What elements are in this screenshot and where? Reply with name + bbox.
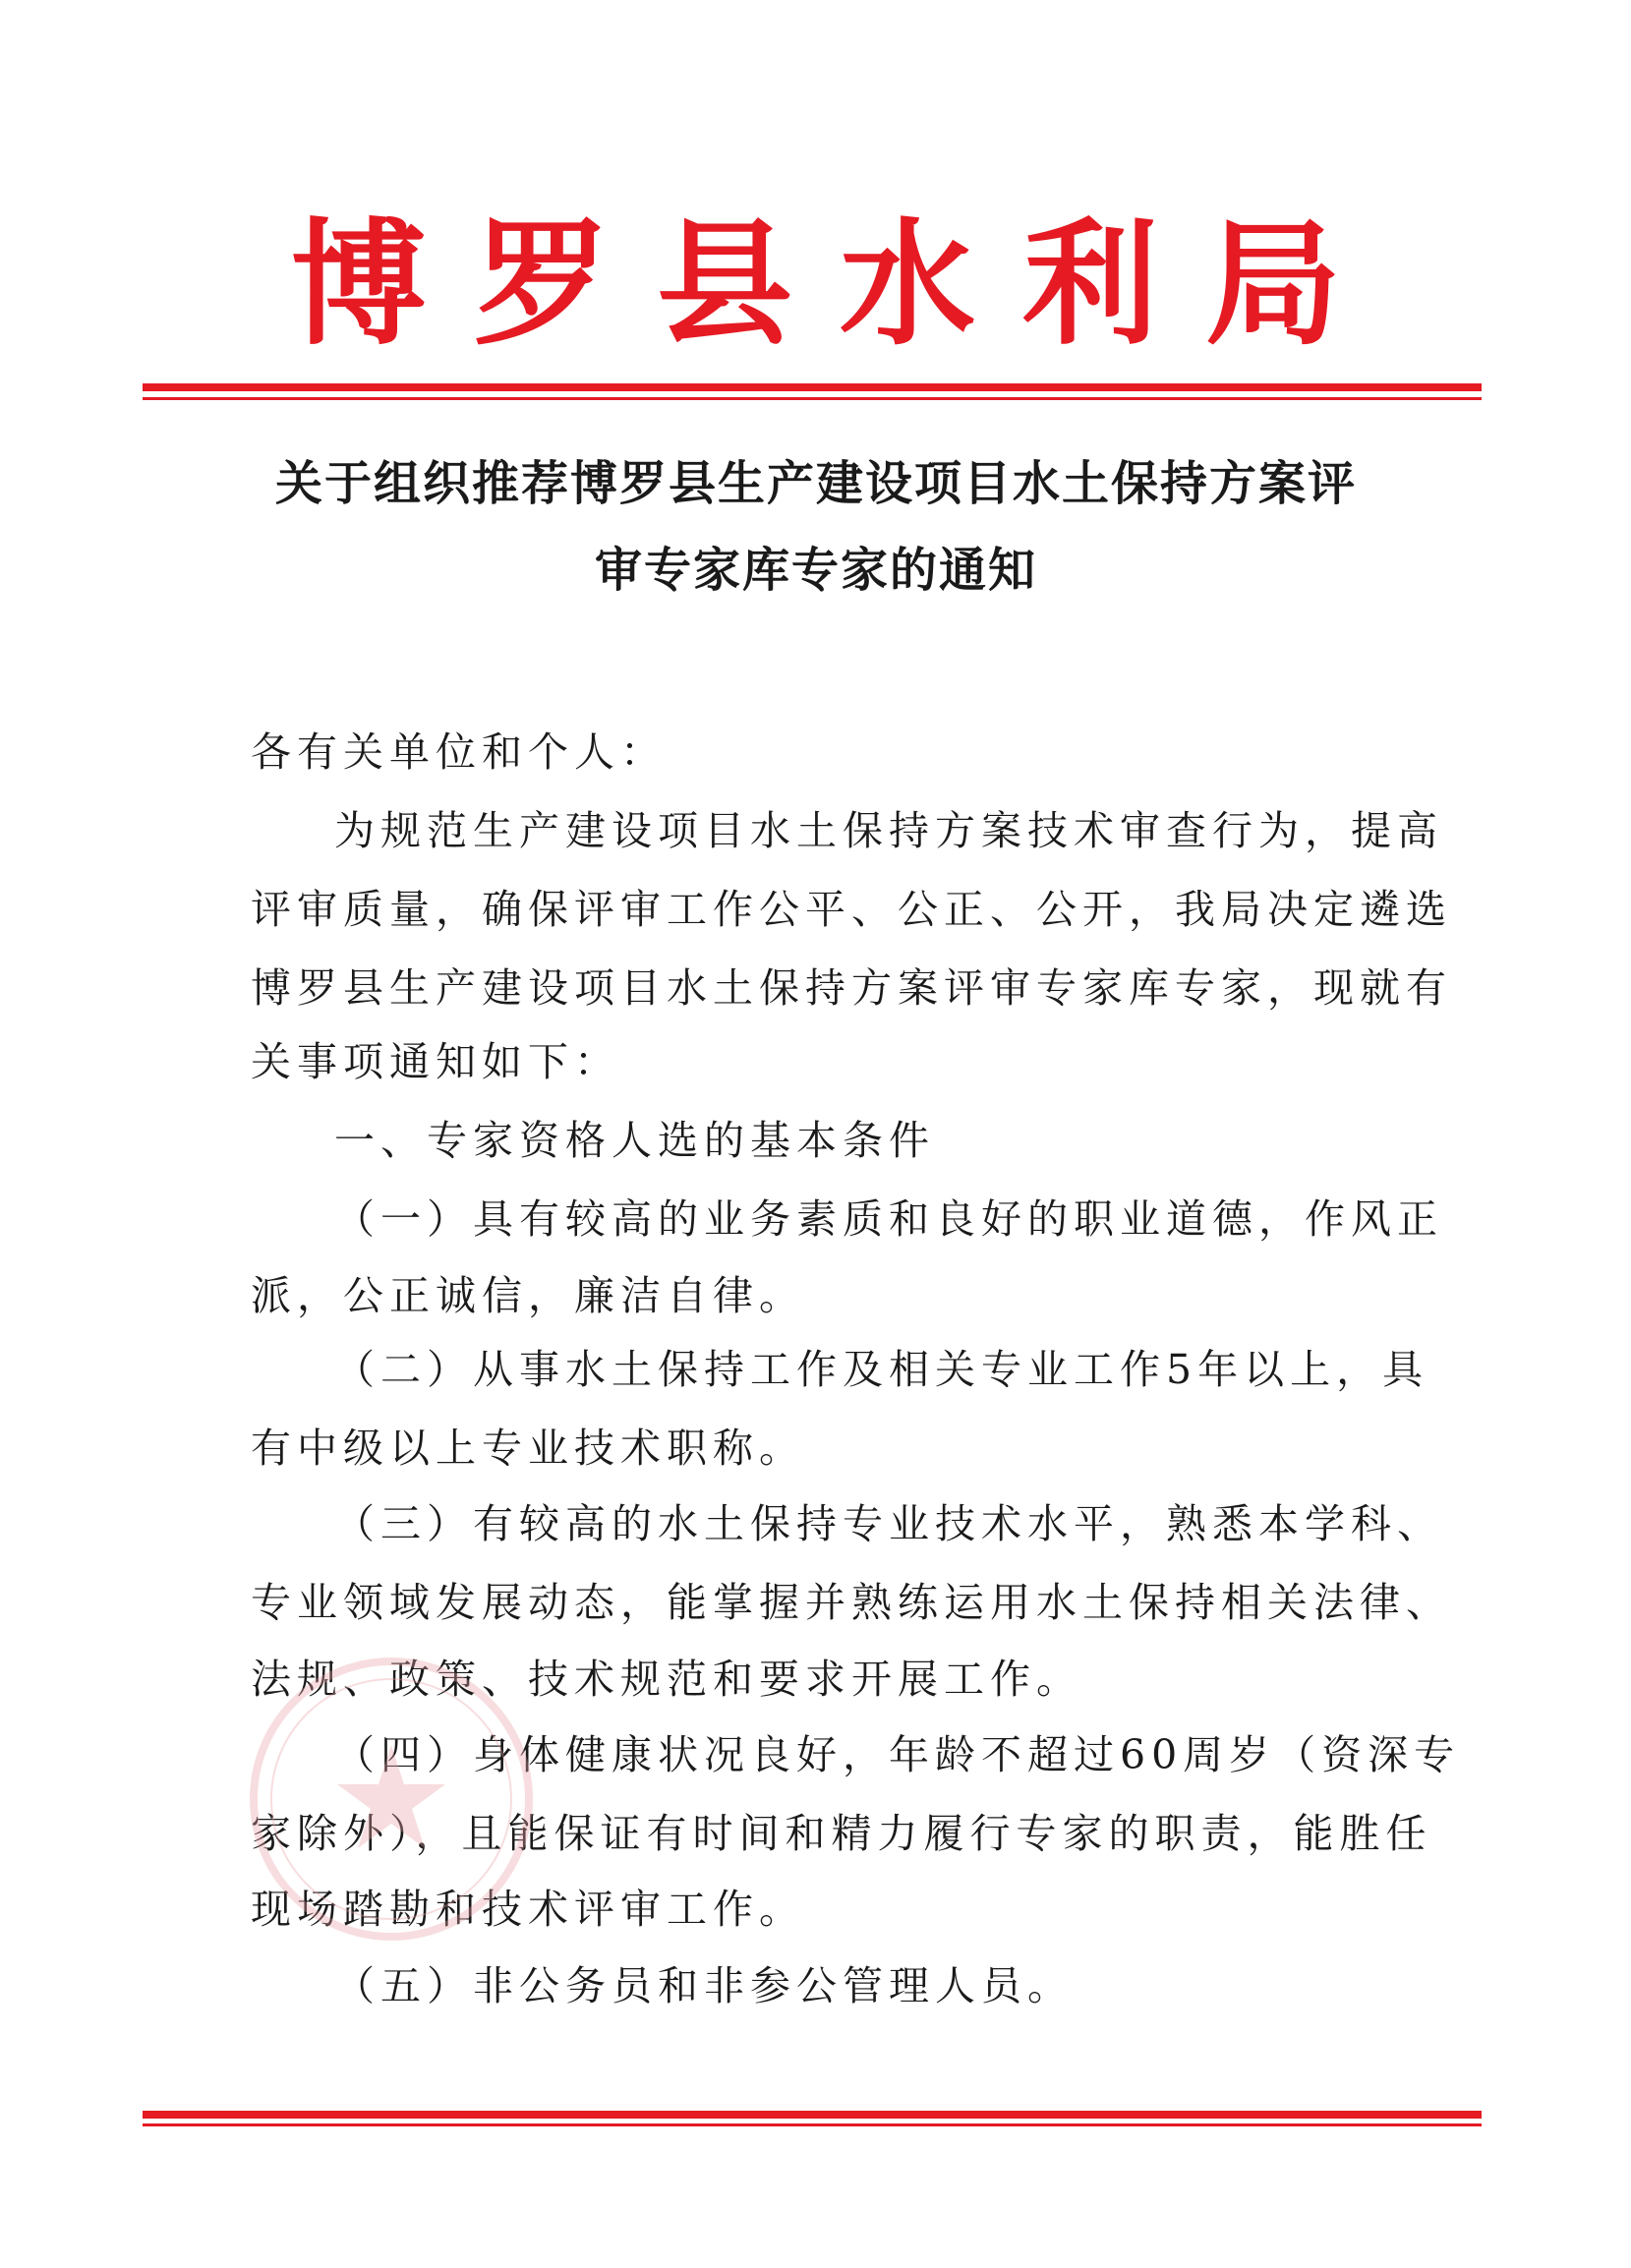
condition-item-4: （四）身体健康状况良好，年龄不超过60周岁（资深专 — [334, 1731, 1461, 1778]
paragraph-line: 评审质量，确保评审工作公平、公正、公开，我局决定遴选 — [251, 886, 1452, 933]
paragraph-line: 有中级以上专业技术职称。 — [251, 1425, 805, 1472]
paragraph-line: 派，公正诚信，廉洁自律。 — [251, 1272, 805, 1319]
section-heading: 一、专家资格人选的基本条件 — [334, 1117, 935, 1164]
paragraph-line: 法规、政策、技术规范和要求开展工作。 — [251, 1656, 1082, 1703]
notice-title-line-2: 审专家库专家的通知 — [594, 543, 1037, 598]
condition-item-5: （五）非公务员和非参公管理人员。 — [334, 1962, 1074, 2009]
paragraph-line: 博罗县生产建设项目水土保持方案评审专家库专家，现就有 — [251, 964, 1452, 1012]
paragraph-line: 专业领域发展动态，能掌握并熟练运用水土保持相关法律、 — [251, 1579, 1452, 1626]
condition-item-3: （三）有较高的水土保持专业技术水平，熟悉本学科、 — [334, 1500, 1443, 1547]
condition-item-1: （一）具有较高的业务素质和良好的职业道德，作风正 — [334, 1195, 1443, 1243]
paragraph-line: 关事项通知如下： — [251, 1038, 620, 1085]
paragraph-line: 家除外），且能保证有时间和精力履行专家的职责，能胜任 — [251, 1810, 1432, 1857]
condition-item-2: （二）从事水土保持工作及相关专业工作5年以上，具 — [334, 1346, 1429, 1393]
paragraph-line: 为规范生产建设项目水土保持方案技术审查行为，提高 — [334, 807, 1443, 854]
footer-rule-thin — [143, 2123, 1482, 2126]
notice-title-line-1: 关于组织推荐博罗县生产建设项目水土保持方案评 — [274, 456, 1357, 511]
letterhead-rule-thin — [143, 397, 1482, 400]
footer-rule-thick — [143, 2111, 1482, 2119]
paragraph-line: 现场踏勘和技术评审工作。 — [251, 1886, 805, 1933]
salutation: 各有关单位和个人： — [251, 728, 667, 776]
official-seal-icon — [244, 1652, 539, 1947]
letterhead-title: 博罗县水利局 — [290, 205, 1388, 364]
letterhead-rule-thick — [143, 383, 1482, 391]
